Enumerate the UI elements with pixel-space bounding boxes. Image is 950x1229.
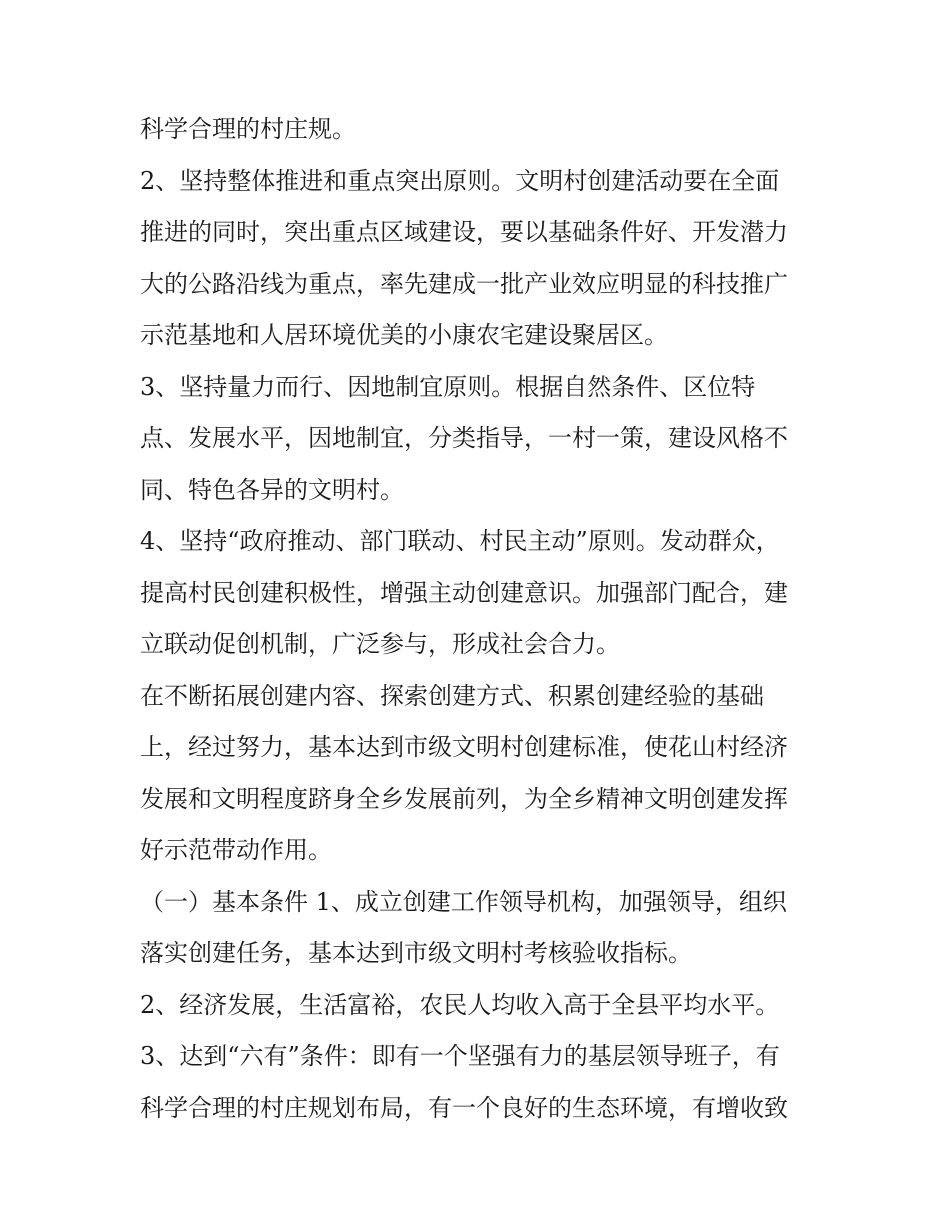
text-line: 4、坚持“政府推动、部门联动、村民主动”原则。发动群众， xyxy=(140,527,780,555)
text-line: 在不断拓展创建内容、探索创建方式、积累创建经验的基础 xyxy=(140,681,764,710)
text-line: 2、经济发展，生活富裕，农民人均收入高于全县平均水平。 xyxy=(140,990,780,1019)
text-line: 同、特色各异的文明村。 xyxy=(140,475,404,504)
text-line: 示范基地和人居环境优美的小康农宅建设聚居区。 xyxy=(140,321,668,349)
text-line: 3、达到“六有”条件：即有一个坚强有力的基层领导班子，有 xyxy=(140,1042,780,1070)
text-line: 发展和文明程度跻身全乡发展前列，为全乡精神文明创建发挥 xyxy=(140,784,788,813)
text-line: 3、坚持量力而行、因地制宜原则。根据自然条件、区位特 xyxy=(140,372,756,401)
text-line: 落实创建任务，基本达到市级文明村考核验收指标。 xyxy=(140,939,692,967)
text-line: 好示范带动作用。 xyxy=(140,836,332,864)
text-line: 立联动促创机制，广泛参与，形成社会合力。 xyxy=(140,630,620,658)
document-body xyxy=(140,107,820,1137)
text-line: 点、发展水平，因地制宜，分类指导，一村一策，建设风格不 xyxy=(140,424,788,452)
text-line: 上，经过努力，基本达到市级文明村创建标准，使花山村经济 xyxy=(140,733,788,761)
text-line: 2、坚持整体推进和重点突出原则。文明村创建活动要在全面 xyxy=(140,166,780,195)
text-line: 科学合理的村庄规划布局，有一个良好的生态环境，有增收致 xyxy=(140,1093,788,1122)
text-line: 科学合理的村庄规。 xyxy=(140,115,356,143)
text-line: 大的公路沿线为重点，率先建成一批产业效应明显的科技推广 xyxy=(140,269,788,298)
text-line: （一）基本条件 1、成立创建工作领导机构，加强领导，组织 xyxy=(140,887,787,916)
text-line: 提高村民创建积极性，增强主动创建意识。加强部门配合，建 xyxy=(140,578,788,607)
text-line: 推进的同时，突出重点区域建设，要以基础条件好、开发潜力 xyxy=(140,218,788,246)
